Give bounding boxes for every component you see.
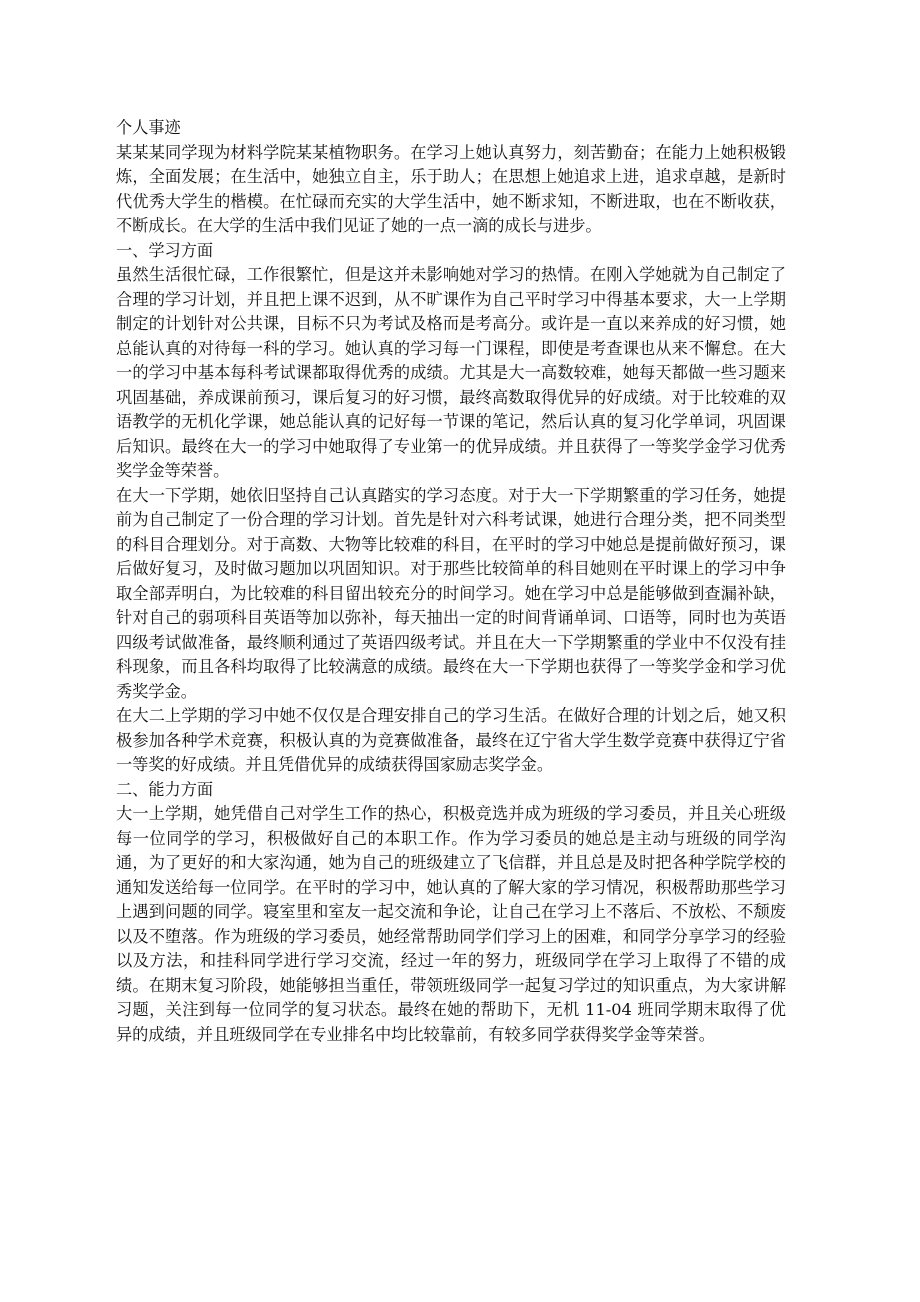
document-page: [116, 116, 786, 1047]
section-heading-study: 一、学习方面: [116, 240, 214, 260]
document-title: 个人事迹: [116, 118, 181, 137]
study-paragraph-3: 在大二上学期的学习中她不仅仅是合理安排自己的学习生活。在做好合理的计划之后，她又积极参加各种学术竞赛，积极认真的为竞赛做准备，最终在辽宁省大学生数学竞赛中获得辽宁省一等奖的好成绩。并且凭借优异的成绩获得国家励志奖学金。: [116, 706, 786, 774]
study-paragraph-1: 虽然生活很忙碌，工作很繁忙，但是这并未影响她对学习的热情。在刚入学她就为自己制定了合理的学习计划，并且把上课不迟到，从不旷课作为自己平时学习中得基本要求，大一上学期制定的计划针对公共课，目标不只为考试及格而是考高分。或许是一直以来养成的好习惯，她总能认真的对待每一科的学习。她认真的学习每一门课程，即使是考查课也从来不懈怠。在大一的学习中基本每科考试课都取得优秀的成绩。尤其是大一高数较难，她每天都做一些习题来巩固基础，养成课前预习，课后复习的好习惯，最终高数取得优异的好成绩。对于比较难的双语教学的无机化学课，她总能认真的记好每一节课的笔记，然后认真的复习化学单词，巩固课后知识。最终在大一的学习中她取得了专业第一的优异成绩。并且获得了一等奖学金学习优秀奖学金等荣誉。: [116, 265, 786, 480]
study-paragraph-2: 在大一下学期，她依旧坚持自己认真踏实的学习态度。对于大一下学期繁重的学习任务，她提前为自己制定了一份合理的学习计划。首先是针对六科考试课，她进行合理分类，把不同类型的科目合理划分。对于高数、大物等比较难的科目，在平时的学习中她总是提前做好预习，课后做好复习，及时做习题加以巩固知识。对于那些比较简单的科目她则在平时课上的学习中争取全部弄明白，为比较难的科目留出较充分的时间学习。她在学习中总是能够做到查漏补缺，针对自己的弱项科目英语等加以弥补，每天抽出一定的时间背诵单词、口语等，同时也为英语四级考试做准备，最终顺利通过了英语四级考试。并且在大一下学期繁重的学业中不仅没有挂科现象，而且各科均取得了比较满意的成绩。最终在大一下学期也获得了一等奖学金和学习优秀奖学金。: [116, 485, 786, 701]
ability-paragraph-1: 大一上学期，她凭借自己对学生工作的热心，积极竞选并成为班级的学习委员，并且关心班级每一位同学的学习，积极做好自己的本职工作。作为学习委员的她总是主动与班级的同学沟通，为了更好的和大家沟通，她为自己的班级建立了飞信群，并且总是及时把各种学院学校的通知发送给每一位同学。在平时的学习中，她认真的了解大家的学习情况，积极帮助那些学习上遇到问题的同学。寝室里和室友一起交流和争论，让自己在学习上不落后、不放松、不颓废以及不堕落。作为班级的学习委员，她经常帮助同学们学习上的困难，和同学分享学习的经验以及方法，和挂科同学进行学习交流，经过一年的努力，班级同学在学习上取得了不错的成绩。在期末复习阶段，她能够担当重任，带领班级同学一起复习学过的知识重点，为大家讲解习题，关注到每一位同学的复习状态。最终在她的帮助下，无机 11-04 班同学期末取得了优异的成绩，并且班级同学在专业排名中均比较靠前，有较多同学获得奖学金等荣誉。: [116, 804, 786, 1044]
section-heading-ability: 二、能力方面: [116, 779, 214, 799]
intro-paragraph: 某某某同学现为材料学院某某植物职务。在学习上她认真努力，刻苦勤奋；在能力上她积极锻炼，全面发展；在生活中，她独立自主，乐于助人；在思想上她追求上进，追求卓越，是新时代优秀大学生的楷模。在忙碌而充实的大学生活中，她不断求知，不断进取，也在不断收获，不断成长。在大学的生活中我们见证了她的一点一滴的成长与进步。: [116, 142, 786, 235]
